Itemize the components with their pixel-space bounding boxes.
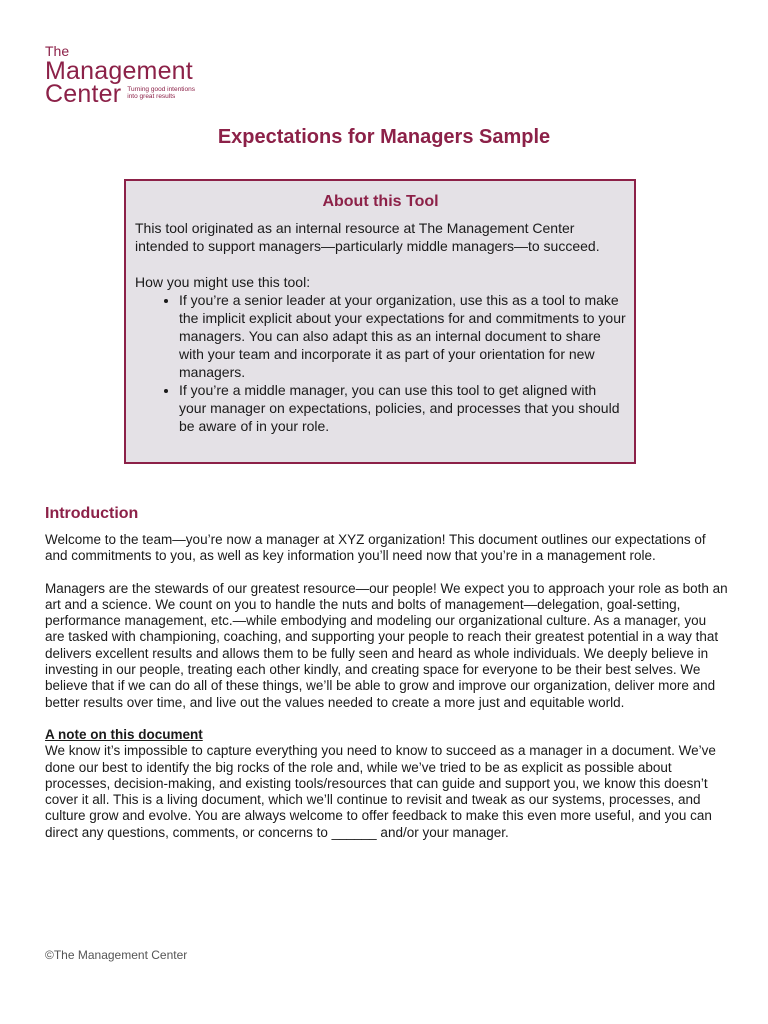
logo-tagline-line1: Turning good intentions [127,86,195,93]
usage-bullet: • If you’re a senior leader at your organization, use this as a tool to make the implicit explicit about your expectations for and commitments to your managers. You can also adapt this as an internal document to share with your team and incorporate it as part of your orientation for new managers. [179,291,626,381]
intro-paragraph-welcome: Welcome to the team—you’re now a manager at XYZ organization! This document outlines our expectations of and commitments to you, as well as key information you’ll need now that you’re in a management role. [45,532,706,564]
paragraph-gap [45,565,729,581]
logo-management: Management [45,57,193,85]
intro-paragraph-stewards: Managers are the stewards of our greatest resource—our people! We expect you to approach your role as both an art and a science. We count on you to handle the nuts and bolts of management—delegation, goal-setting, performance management, etc.—while embodying and modeling our organizational culture. As a manager, you are tasked with championing, coaching, and supporting your people to reach their greatest potential in a way that delivers excellent results and allows them to be fully seen and heard as whole individuals. We deeply believe in investing in our people, treating each other kindly, and creating space for everyone to be their best selves. We believe that if we can do all of these things, we’ll be able to grow and improve our organization, deliver more and better results over time, and live out the values needed to create a more just and equitable world. [45,580,728,710]
logo-center: Center [45,80,122,108]
logo-the: The [45,43,70,59]
logo-tagline [127,86,217,100]
paragraph-gap [45,711,729,727]
logo-tagline-line2: into great results [127,93,176,100]
introduction-heading: Introduction [45,505,139,522]
document-title: Expectations for Managers Sample [217,126,551,148]
organization-logo [45,43,217,108]
about-tool-intro: This tool originated as an internal resource at The Management Center intended to support managers—particularly middle managers—to succeed. [135,220,600,254]
note-paragraph: We know it’s impossible to capture everything you need to know to succeed as a manager in a document. We’ve done our best to identify the big rocks of the role and, while we’ve tried to be as explicit as possible about processes, decision-making, and existing tools/resources that can guide and support you, we know this doesn’t cover it all. This is a living document, which we’ll continue to revisit and tweak as our systems, processes, and culture grow and evolve. You are always welcome to offer feedback to make this even more useful, and you can direct any questions, comments, or concerns to ______ and/or your manager. [45,743,716,840]
note-heading: A note on this document [45,726,203,742]
introduction-body [45,532,729,841]
footer-copyright: ©The Management Center [45,948,188,962]
paragraph-spacer [135,255,626,273]
usage-bullet-list [135,291,626,435]
how-to-use-label: How you might use this tool: [135,274,311,290]
about-tool-heading: About this Tool [322,193,439,210]
about-tool-box [124,179,636,464]
usage-bullet: • If you’re a middle manager, you can use this tool to get aligned with your manager on expectations, policies, and processes that you should be aware of in your role. [179,381,626,435]
logo-bottom-row [45,80,217,108]
